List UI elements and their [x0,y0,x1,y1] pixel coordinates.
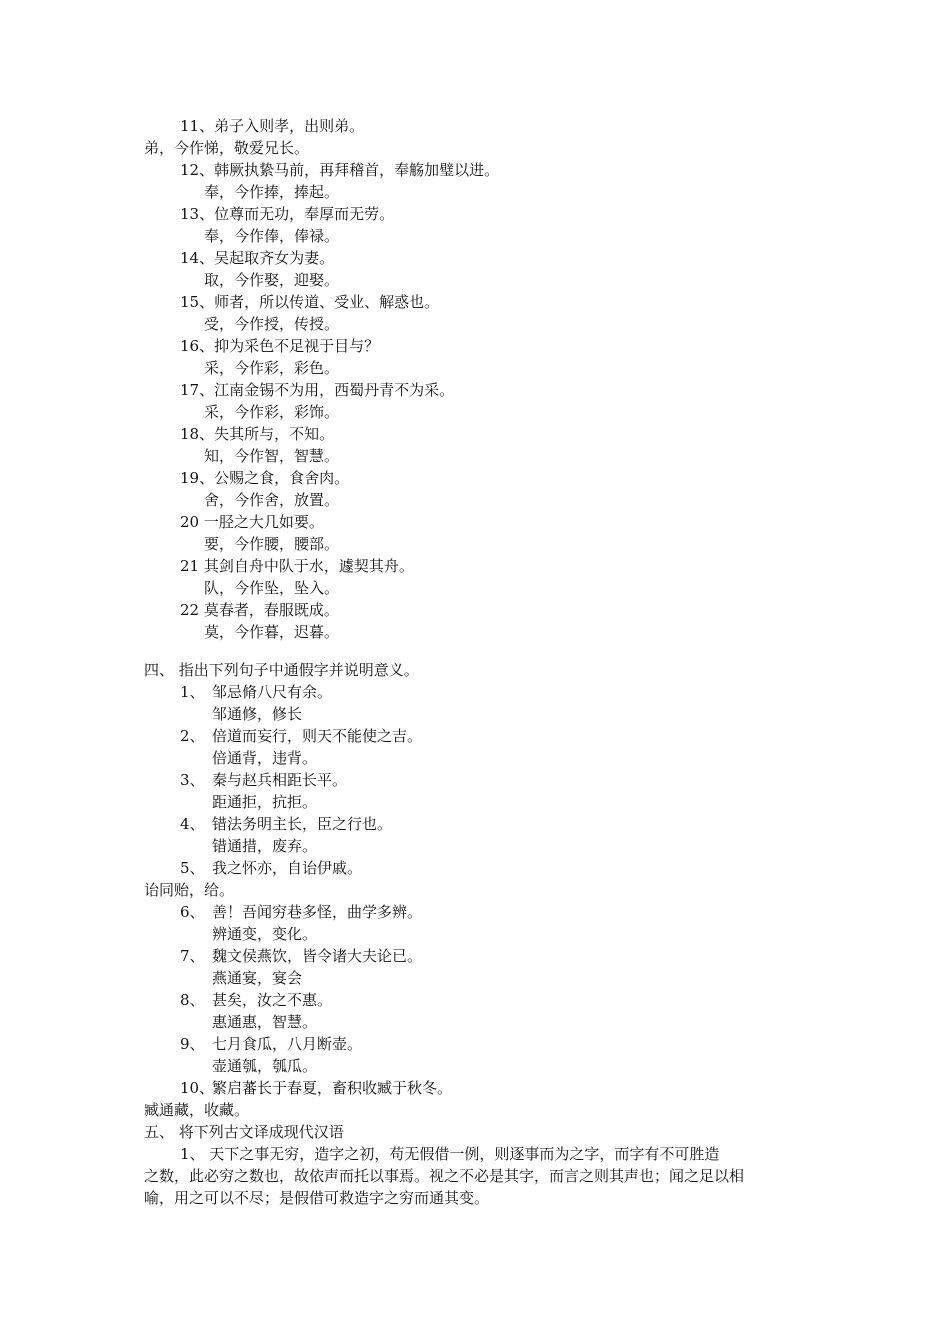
item-number: 2、 [180,727,205,745]
item-number: 6、 [180,903,205,921]
item-text: 邹忌脩八尺有余。 [212,683,333,701]
sec3-line: 13、位尊而无功，奉厚而无劳。 [180,205,395,223]
sec4-item-note: 燕通宴，宴会 [212,969,303,987]
item-text: 善！吾闻穷巷多怪，曲学多辨。 [212,903,423,921]
sec4-item-note: 臧通藏，收藏。 [144,1101,250,1119]
item-number: 1、 [180,683,205,701]
sec3-line: 取，今作娶，迎娶。 [204,271,340,289]
paragraph-line: 之数，此必穷之数也，故依声而托以事焉。视之不必是其字，而言之则其声也；闻之足以相 [144,1167,745,1185]
item-number: 5、 [180,859,205,877]
sec4-item-note: 辨通变，变化。 [212,925,318,943]
sec3-line: 12、韩厥执絷马前，再拜稽首，奉觞加璧以进。 [180,161,500,179]
item-number: 4、 [180,815,205,833]
sec4-item-sentence [180,682,332,702]
sec3-line: 15、师者，所以传道、受业、解惑也。 [180,293,440,311]
sec4-item-sentence [180,814,392,834]
sec4-item-note: 邹通修，修长 [212,705,303,723]
sec3-line: 18、失其所与，不知。 [180,425,335,443]
sec3-line: 奉，今作捧，捧起。 [204,183,340,201]
sec4-item-note: 距通拒，抗拒。 [212,793,318,811]
sec3-line: 弟，今作悌，敬爱兄长。 [144,139,310,157]
sec3-line: 22 莫春者，春服既成。 [180,601,339,619]
item-number: 3、 [180,771,205,789]
sec3-line: 21 其剑自舟中队于水，遽契其舟。 [180,557,414,575]
paragraph-line: 喻，用之可以不尽；是假借可救造字之穷而通其变。 [144,1189,490,1207]
item-number: 10、 [180,1079,215,1097]
item-number: 9、 [180,1035,205,1053]
sec4-item-sentence [180,946,422,966]
item-text: 倍道而妄行，则天不能使之吉。 [212,727,423,745]
sec3-line: 队，今作坠，坠入。 [204,579,340,597]
sec4-item-note: 错通措，废弃。 [212,837,318,855]
item-text: 七月食瓜，八月断壶。 [212,1035,363,1053]
sec4-item-note: 惠通惠，智慧。 [212,1013,318,1031]
sec4-item-sentence [180,1034,362,1054]
section-heading: 四、 指出下列句子中通假字并说明意义。 [144,661,419,679]
sec3-line: 16、抑为采色不足视于目与？ [180,337,380,355]
sec3-line: 17、江南金锡不为用，西蜀丹青不为采。 [180,381,455,399]
sec3-line: 采，今作彩，彩饰。 [204,403,340,421]
item-number: 8、 [180,991,205,1009]
sec4-item-sentence [180,858,362,878]
item-text: 甚矣，汝之不惠。 [212,991,333,1009]
sec4-item-note: 壶通瓠，瓠瓜。 [212,1057,318,1075]
paragraph-line: 1、 天下之事无穷，造字之初，苟无假借一例，则逐事而为之字，而字有不可胜造 [180,1145,720,1163]
sec3-line: 要，今作腰，腰部。 [204,535,340,553]
sec3-line: 20 一胫之大几如要。 [180,513,324,531]
item-text: 繁启蕃长于春夏，畜积收臧于秋冬。 [212,1079,453,1097]
sec3-line: 奉，今作俸，俸禄。 [204,227,340,245]
item-text: 错法务明主长，臣之行也。 [212,815,393,833]
sec4-item-sentence [180,902,422,922]
sec4-item-sentence [180,770,347,790]
sec3-line: 受，今作授，传授。 [204,315,340,333]
sec4-item-sentence [180,726,422,746]
item-text: 我之怀亦，自诒伊戚。 [212,859,363,877]
sec4-item-note: 倍通背，违背。 [212,749,318,767]
section-heading: 五、 将下列古文译成现代汉语 [144,1123,344,1141]
item-number: 7、 [180,947,205,965]
sec3-line: 莫，今作暮，迟暮。 [204,623,340,641]
item-text: 秦与赵兵相距长平。 [212,771,348,789]
sec3-line: 11、弟子入则孝，出则弟。 [180,117,365,135]
sec4-item-sentence [180,990,332,1010]
sec3-line: 知，今作智，智慧。 [204,447,340,465]
sec3-line: 14、吴起取齐女为妻。 [180,249,335,267]
sec4-item-sentence [180,1078,452,1098]
sec4-item-note: 诒同贻，给。 [144,881,235,899]
sec3-line: 舍，今作舍，放置。 [204,491,340,509]
item-text: 魏文侯燕饮，皆令诸大夫论已。 [212,947,423,965]
sec3-line: 采，今作彩，彩色。 [204,359,340,377]
sec3-line: 19、公赐之食，食舍肉。 [180,469,350,487]
